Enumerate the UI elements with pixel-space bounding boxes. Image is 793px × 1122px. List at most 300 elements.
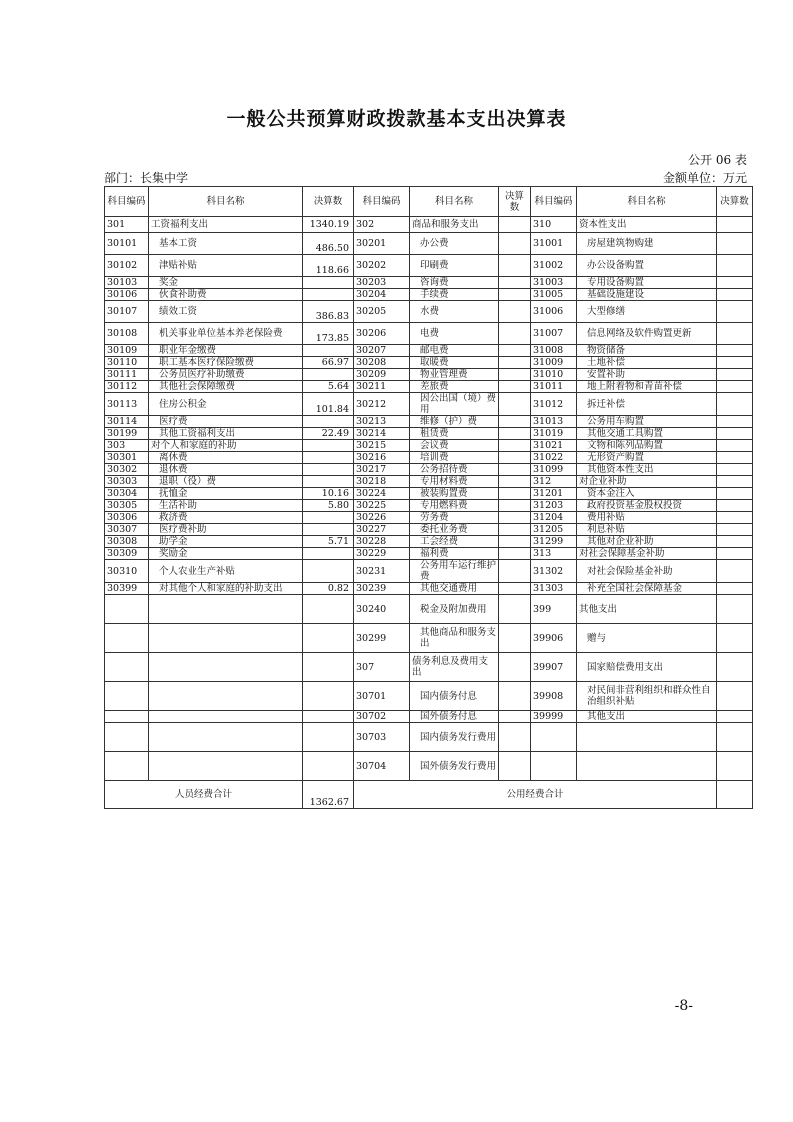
table-row xyxy=(105,500,753,512)
subject-name-cell: 基本工资 xyxy=(149,233,303,255)
subject-name-cell: 赠与 xyxy=(577,624,717,653)
subject-code-cell: 30704 xyxy=(354,752,410,781)
amount-cell xyxy=(303,289,354,301)
amount-cell xyxy=(303,416,354,428)
subject-name-cell: 机关事业单位基本养老保险费 xyxy=(149,323,303,345)
subject-name-cell: 退职（役）费 xyxy=(149,476,303,488)
subject-name-cell: 对社会保障基金补助 xyxy=(577,548,717,560)
amount-cell xyxy=(499,536,531,548)
subject-name-cell: 工资福利支出 xyxy=(149,217,303,233)
subject-name-cell: 其他交通工具购置 xyxy=(577,428,717,440)
subject-code-cell: 30216 xyxy=(354,452,410,464)
subject-name-cell: 助学金 xyxy=(149,536,303,548)
subject-name-cell: 维修（护）费 xyxy=(410,416,499,428)
amount-cell xyxy=(717,682,753,711)
subject-name-cell: 印刷费 xyxy=(410,255,499,277)
subject-code-cell: 30305 xyxy=(105,500,149,512)
subject-name-cell: 工会经费 xyxy=(410,536,499,548)
subject-name-cell: 物资储备 xyxy=(577,345,717,357)
subject-code-cell: 30217 xyxy=(354,464,410,476)
table-row xyxy=(105,723,753,752)
subject-code-cell: 31021 xyxy=(531,440,577,452)
subject-name-cell: 国内债务付息 xyxy=(410,682,499,711)
table-header-row xyxy=(105,187,753,217)
subject-code-cell: 31010 xyxy=(531,369,577,381)
amount-cell xyxy=(717,723,753,752)
subject-code-cell: 30109 xyxy=(105,345,149,357)
subject-code-cell: 31022 xyxy=(531,452,577,464)
subject-code-cell: 30112 xyxy=(105,381,149,393)
subject-name-cell xyxy=(149,752,303,781)
amount-cell: 486.50 xyxy=(303,233,354,255)
amount-cell xyxy=(303,345,354,357)
amount-cell xyxy=(717,345,753,357)
table-row xyxy=(105,301,753,323)
table-row xyxy=(105,345,753,357)
subject-name-cell: 其他支出 xyxy=(577,711,717,723)
subject-name-cell: 生活补助 xyxy=(149,500,303,512)
table-row xyxy=(105,524,753,536)
subject-name-cell: 救济费 xyxy=(149,512,303,524)
subject-name-cell xyxy=(149,624,303,653)
totals-row xyxy=(105,781,753,809)
subject-code-cell: 31013 xyxy=(531,416,577,428)
amount-unit-label: 金额单位：万元 xyxy=(662,171,747,185)
amount-cell xyxy=(717,323,753,345)
amount-cell xyxy=(499,452,531,464)
amount-cell xyxy=(499,500,531,512)
subject-code-cell: 30304 xyxy=(105,488,149,500)
subject-code-cell: 30113 xyxy=(105,393,149,416)
subject-code-cell: 30303 xyxy=(105,476,149,488)
amount-cell xyxy=(303,476,354,488)
subject-name-cell: 其他社会保障缴费 xyxy=(149,381,303,393)
subject-name-cell: 国外债务发行费用 xyxy=(410,752,499,781)
subject-code-cell: 30101 xyxy=(105,233,149,255)
subject-code-cell: 30214 xyxy=(354,428,410,440)
subject-code-cell: 30114 xyxy=(105,416,149,428)
amount-cell xyxy=(303,723,354,752)
subject-code-cell: 30107 xyxy=(105,301,149,323)
amount-cell xyxy=(499,440,531,452)
table-row xyxy=(105,233,753,255)
amount-cell: 66.97 xyxy=(303,357,354,369)
subject-name-cell: 专用材料费 xyxy=(410,476,499,488)
subject-name-cell xyxy=(577,752,717,781)
subject-code-cell: 30231 xyxy=(354,560,410,583)
subject-name-cell: 职业年金缴费 xyxy=(149,345,303,357)
subject-name-cell: 手续费 xyxy=(410,289,499,301)
subject-code-cell: 31303 xyxy=(531,583,577,595)
subject-name-cell: 办公费 xyxy=(410,233,499,255)
amount-cell: 118.66 xyxy=(303,255,354,277)
table-row xyxy=(105,583,753,595)
subject-code-cell: 30212 xyxy=(354,393,410,416)
table-row xyxy=(105,452,753,464)
subject-code-cell: 31001 xyxy=(531,233,577,255)
amount-cell: 1340.19 xyxy=(303,217,354,233)
subject-code-cell: 30206 xyxy=(354,323,410,345)
subject-name-cell: 对个人和家庭的补助 xyxy=(149,440,303,452)
subject-code-cell: 30702 xyxy=(354,711,410,723)
subject-code-cell: 31205 xyxy=(531,524,577,536)
subject-name-cell: 国内债务发行费用 xyxy=(410,723,499,752)
subject-code-cell xyxy=(105,682,149,711)
subject-name-cell: 无形资产购置 xyxy=(577,452,717,464)
amount-cell xyxy=(717,381,753,393)
table-row xyxy=(105,440,753,452)
subject-code-cell: 301 xyxy=(105,217,149,233)
amount-cell xyxy=(717,595,753,624)
subject-code-cell: 31201 xyxy=(531,488,577,500)
subject-code-cell xyxy=(105,624,149,653)
column-header: 科目编码 xyxy=(105,187,149,217)
subject-code-cell: 307 xyxy=(354,653,410,682)
subject-name-cell: 办公设备购置 xyxy=(577,255,717,277)
subject-code-cell: 30209 xyxy=(354,369,410,381)
amount-cell xyxy=(717,369,753,381)
subject-name-cell: 商品和服务支出 xyxy=(410,217,499,233)
subject-name-cell: 电费 xyxy=(410,323,499,345)
subject-code-cell: 31007 xyxy=(531,323,577,345)
personnel-total-value: 1362.67 xyxy=(303,781,354,809)
subject-code-cell: 31005 xyxy=(531,289,577,301)
amount-cell xyxy=(499,428,531,440)
subject-code-cell: 30102 xyxy=(105,255,149,277)
subject-code-cell: 30310 xyxy=(105,560,149,583)
subject-code-cell xyxy=(531,752,577,781)
subject-code-cell: 30202 xyxy=(354,255,410,277)
subject-code-cell: 30229 xyxy=(354,548,410,560)
amount-cell xyxy=(303,752,354,781)
amount-cell xyxy=(717,255,753,277)
subject-code-cell: 39908 xyxy=(531,682,577,711)
subject-name-cell: 国外债务付息 xyxy=(410,711,499,723)
amount-cell xyxy=(717,524,753,536)
subject-code-cell xyxy=(105,723,149,752)
subject-code-cell: 303 xyxy=(105,440,149,452)
subject-name-cell: 职工基本医疗保险缴费 xyxy=(149,357,303,369)
subject-code-cell: 30110 xyxy=(105,357,149,369)
subject-code-cell: 30239 xyxy=(354,583,410,595)
subject-code-cell xyxy=(105,752,149,781)
amount-cell xyxy=(717,560,753,583)
amount-cell xyxy=(499,583,531,595)
subject-name-cell: 租赁费 xyxy=(410,428,499,440)
subject-code-cell: 302 xyxy=(354,217,410,233)
subject-code-cell: 30299 xyxy=(354,624,410,653)
subject-name-cell: 拆迁补偿 xyxy=(577,393,717,416)
subject-name-cell: 医疗费补助 xyxy=(149,524,303,536)
subject-code-cell: 30106 xyxy=(105,289,149,301)
subject-code-cell: 31019 xyxy=(531,428,577,440)
table-row xyxy=(105,595,753,624)
subject-name-cell: 政府投资基金股权投资 xyxy=(577,500,717,512)
subject-code-cell: 30211 xyxy=(354,381,410,393)
subject-name-cell: 物业管理费 xyxy=(410,369,499,381)
amount-cell xyxy=(499,752,531,781)
table-row xyxy=(105,323,753,345)
subject-name-cell: 培训费 xyxy=(410,452,499,464)
form-number: 公开 06 表 xyxy=(688,153,747,167)
subject-code-cell: 399 xyxy=(531,595,577,624)
subject-name-cell: 地上附着物和青苗补偿 xyxy=(577,381,717,393)
subject-code-cell: 30111 xyxy=(105,369,149,381)
subject-code-cell: 31009 xyxy=(531,357,577,369)
subject-code-cell: 310 xyxy=(531,217,577,233)
subject-code-cell: 30701 xyxy=(354,682,410,711)
amount-cell xyxy=(499,488,531,500)
subject-name-cell: 劳务费 xyxy=(410,512,499,524)
subject-code-cell: 30225 xyxy=(354,500,410,512)
public-total-label: 公用经费合计 xyxy=(354,781,717,809)
amount-cell xyxy=(717,357,753,369)
subject-name-cell: 费用补贴 xyxy=(577,512,717,524)
amount-cell xyxy=(717,583,753,595)
subject-name-cell xyxy=(149,595,303,624)
column-header: 科目名称 xyxy=(149,187,303,217)
subject-name-cell: 取暖费 xyxy=(410,357,499,369)
amount-cell xyxy=(499,255,531,277)
amount-cell xyxy=(303,524,354,536)
subject-code-cell: 30215 xyxy=(354,440,410,452)
table-row xyxy=(105,381,753,393)
amount-cell xyxy=(499,653,531,682)
table-row xyxy=(105,369,753,381)
page-title: 一般公共预算财政拨款基本支出决算表 xyxy=(226,108,567,130)
subject-name-cell xyxy=(149,653,303,682)
amount-cell xyxy=(717,476,753,488)
amount-cell xyxy=(499,416,531,428)
column-header: 科目名称 xyxy=(410,187,499,217)
subject-code-cell xyxy=(105,711,149,723)
table-row xyxy=(105,464,753,476)
subject-code-cell: 30201 xyxy=(354,233,410,255)
table-row xyxy=(105,711,753,723)
table-row xyxy=(105,548,753,560)
subject-code-cell: 30224 xyxy=(354,488,410,500)
department-label: 部门：长集中学 xyxy=(104,171,189,185)
subject-name-cell: 税金及附加费用 xyxy=(410,595,499,624)
amount-cell xyxy=(499,682,531,711)
amount-cell xyxy=(303,512,354,524)
column-header: 科目编码 xyxy=(531,187,577,217)
amount-cell xyxy=(499,345,531,357)
subject-code-cell: 30240 xyxy=(354,595,410,624)
subject-code-cell: 30399 xyxy=(105,583,149,595)
amount-cell: 101.84 xyxy=(303,393,354,416)
subject-code-cell: 31302 xyxy=(531,560,577,583)
subject-name-cell xyxy=(149,711,303,723)
subject-name-cell: 专用设备购置 xyxy=(577,277,717,289)
amount-cell: 5.71 xyxy=(303,536,354,548)
subject-code-cell: 30199 xyxy=(105,428,149,440)
subject-code-cell xyxy=(105,653,149,682)
subject-name-cell: 公务用车运行维护费 xyxy=(410,560,499,583)
column-header: 科目名称 xyxy=(577,187,717,217)
subject-code-cell: 312 xyxy=(531,476,577,488)
subject-name-cell: 津贴补贴 xyxy=(149,255,303,277)
subject-name-cell: 因公出国（境）费用 xyxy=(410,393,499,416)
column-header: 决算数 xyxy=(717,187,753,217)
subject-code-cell xyxy=(105,595,149,624)
subject-code-cell: 39999 xyxy=(531,711,577,723)
column-header: 科目编码 xyxy=(354,187,410,217)
subject-name-cell: 个人农业生产补贴 xyxy=(149,560,303,583)
subject-name-cell xyxy=(577,723,717,752)
table-row xyxy=(105,624,753,653)
subject-code-cell: 39906 xyxy=(531,624,577,653)
subject-code-cell: 30207 xyxy=(354,345,410,357)
amount-cell xyxy=(303,560,354,583)
subject-code-cell: 30108 xyxy=(105,323,149,345)
amount-cell: 5.80 xyxy=(303,500,354,512)
subject-code-cell: 30218 xyxy=(354,476,410,488)
subject-name-cell: 信息网络及软件购置更新 xyxy=(577,323,717,345)
amount-cell xyxy=(303,369,354,381)
subject-name-cell: 其他资本性支出 xyxy=(577,464,717,476)
amount-cell xyxy=(303,682,354,711)
amount-cell xyxy=(499,560,531,583)
column-header: 决算数 xyxy=(303,187,354,217)
amount-cell xyxy=(717,440,753,452)
subject-name-cell: 国家赔偿费用支出 xyxy=(577,653,717,682)
expenditure-table xyxy=(104,186,753,809)
subject-name-cell: 医疗费 xyxy=(149,416,303,428)
subject-name-cell: 抚恤金 xyxy=(149,488,303,500)
amount-cell xyxy=(499,381,531,393)
subject-name-cell: 咨询费 xyxy=(410,277,499,289)
amount-cell xyxy=(717,512,753,524)
amount-cell xyxy=(499,723,531,752)
subject-name-cell: 离休费 xyxy=(149,452,303,464)
subject-code-cell: 30309 xyxy=(105,548,149,560)
subject-code-cell: 30703 xyxy=(354,723,410,752)
subject-name-cell: 会议费 xyxy=(410,440,499,452)
subject-name-cell: 公务用车购置 xyxy=(577,416,717,428)
subject-code-cell: 30308 xyxy=(105,536,149,548)
subject-code-cell: 31003 xyxy=(531,277,577,289)
amount-cell xyxy=(717,393,753,416)
amount-cell xyxy=(717,416,753,428)
amount-cell xyxy=(499,476,531,488)
amount-cell xyxy=(717,752,753,781)
table-row xyxy=(105,277,753,289)
amount-cell xyxy=(717,277,753,289)
subject-code-cell: 30226 xyxy=(354,512,410,524)
amount-cell xyxy=(303,452,354,464)
subject-name-cell: 绩效工资 xyxy=(149,301,303,323)
subject-code-cell: 39907 xyxy=(531,653,577,682)
subject-code-cell: 31204 xyxy=(531,512,577,524)
amount-cell xyxy=(717,711,753,723)
subject-name-cell: 对民间非营利组织和群众性自治组织补贴 xyxy=(577,682,717,711)
subject-code-cell: 31012 xyxy=(531,393,577,416)
subject-name-cell: 伙食补助费 xyxy=(149,289,303,301)
subject-name-cell: 大型修缮 xyxy=(577,301,717,323)
table-row xyxy=(105,488,753,500)
column-header: 决算数 xyxy=(499,187,531,217)
amount-cell xyxy=(499,512,531,524)
subject-code-cell: 31299 xyxy=(531,536,577,548)
table-row xyxy=(105,536,753,548)
amount-cell xyxy=(499,323,531,345)
amount-cell xyxy=(717,464,753,476)
subject-code-cell: 31099 xyxy=(531,464,577,476)
amount-cell xyxy=(717,217,753,233)
amount-cell xyxy=(717,452,753,464)
subject-code-cell: 30204 xyxy=(354,289,410,301)
amount-cell xyxy=(499,464,531,476)
table-row xyxy=(105,255,753,277)
amount-cell xyxy=(303,277,354,289)
subject-name-cell: 其他商品和服务支出 xyxy=(410,624,499,653)
subject-code-cell: 30228 xyxy=(354,536,410,548)
subject-code-cell: 30203 xyxy=(354,277,410,289)
amount-cell: 173.85 xyxy=(303,323,354,345)
table-row xyxy=(105,512,753,524)
subject-code-cell: 30213 xyxy=(354,416,410,428)
amount-cell xyxy=(499,524,531,536)
subject-name-cell: 债务利息及费用支出 xyxy=(410,653,499,682)
table-row xyxy=(105,416,753,428)
amount-cell xyxy=(717,500,753,512)
subject-name-cell: 补充全国社会保障基金 xyxy=(577,583,717,595)
subject-name-cell: 邮电费 xyxy=(410,345,499,357)
amount-cell xyxy=(303,711,354,723)
amount-cell xyxy=(717,233,753,255)
subject-name-cell: 其他对企业补助 xyxy=(577,536,717,548)
subject-code-cell: 31203 xyxy=(531,500,577,512)
table-row xyxy=(105,393,753,416)
subject-name-cell: 安置补助 xyxy=(577,369,717,381)
table-row xyxy=(105,289,753,301)
subject-name-cell: 土地补偿 xyxy=(577,357,717,369)
amount-cell: 10.16 xyxy=(303,488,354,500)
table-row xyxy=(105,653,753,682)
subject-name-cell: 对企业补助 xyxy=(577,476,717,488)
subject-code-cell: 30301 xyxy=(105,452,149,464)
subject-name-cell: 基础设施建设 xyxy=(577,289,717,301)
amount-cell xyxy=(499,217,531,233)
subject-name-cell: 奖金 xyxy=(149,277,303,289)
subject-code-cell: 30103 xyxy=(105,277,149,289)
subject-name-cell: 其他工资福利支出 xyxy=(149,428,303,440)
amount-cell xyxy=(717,536,753,548)
subject-name-cell: 公务员医疗补助缴费 xyxy=(149,369,303,381)
amount-cell xyxy=(499,277,531,289)
subject-name-cell: 其他支出 xyxy=(577,595,717,624)
amount-cell xyxy=(499,289,531,301)
amount-cell xyxy=(499,301,531,323)
table-row xyxy=(105,682,753,711)
amount-cell: 22.49 xyxy=(303,428,354,440)
amount-cell xyxy=(499,595,531,624)
amount-cell xyxy=(303,440,354,452)
amount-cell xyxy=(499,357,531,369)
subject-code-cell xyxy=(531,723,577,752)
amount-cell xyxy=(717,653,753,682)
amount-cell xyxy=(499,711,531,723)
amount-cell: 386.83 xyxy=(303,301,354,323)
subject-name-cell: 对其他个人和家庭的补助支出 xyxy=(149,583,303,595)
subject-name-cell xyxy=(149,723,303,752)
amount-cell xyxy=(499,393,531,416)
subject-name-cell: 退休费 xyxy=(149,464,303,476)
amount-cell xyxy=(303,624,354,653)
amount-cell xyxy=(303,653,354,682)
subject-name-cell: 房屋建筑物购建 xyxy=(577,233,717,255)
